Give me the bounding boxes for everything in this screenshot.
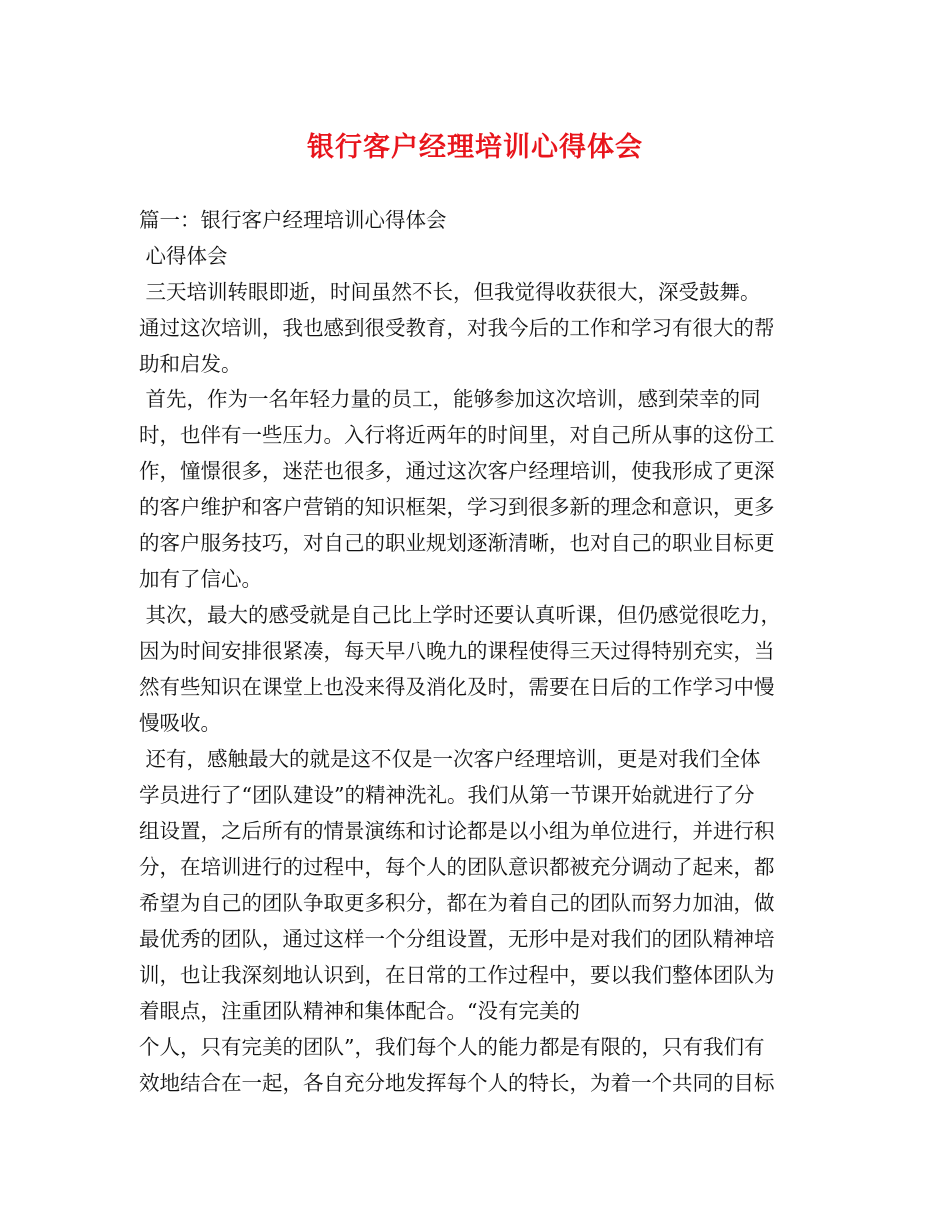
paragraph-line: 慢吸收。 (139, 711, 221, 735)
paragraph-line: 效地结合在一起，各自充分地发挥每个人的特长，为着一个共同的目标 (139, 1071, 775, 1095)
document-title: 银行客户经理培训心得体会 (307, 132, 643, 163)
subheading: 心得体会 (139, 244, 228, 268)
paragraph-line: 加有了信心。 (139, 567, 262, 591)
paragraph-line: 作，憧憬很多，迷茫也很多，通过这次客户经理培训，使我形成了更深 (139, 459, 775, 483)
paragraph-line: 组设置，之后所有的情景演练和讨论都是以小组为单位进行，并进行积 (139, 819, 775, 843)
paragraph-line: 个人，只有完美的团队”，我们每个人的能力都是有限的，只有我们有 (139, 1035, 765, 1059)
paragraph-line: 着眼点，注重团队精神和集体配合。“没有完美的 (139, 999, 580, 1023)
paragraph-line: 助和启发。 (139, 352, 242, 376)
paragraph-line: 三天培训转眼即逝，时间虽然不长，但我觉得收获很大，深受鼓舞。 (139, 280, 761, 304)
paragraph-line: 其次，最大的感受就是自己比上学时还要认真听课，但仍感觉很吃力， (139, 603, 782, 627)
paragraph-line: 的客户维护和客户营销的知识框架，学习到很多新的理念和意识，更多 (139, 495, 775, 519)
paragraph-line: 因为时间安排很紧凑，每天早八晚九的课程使得三天过得特别充实，当 (139, 639, 775, 663)
paragraph-line: 通过这次培训，我也感到很受教育，对我今后的工作和学习有很大的帮 (139, 316, 775, 340)
section-heading: 篇一：银行客户经理培训心得体会 (139, 208, 447, 232)
paragraph-line: 希望为自己的团队争取更多积分，都在为着自己的团队而努力加油，做 (139, 891, 775, 915)
paragraph-line: 最优秀的团队，通过这样一个分组设置，无形中是对我们的团队精神培 (139, 927, 775, 951)
paragraph-line: 然有些知识在课堂上也没来得及消化及时，需要在日后的工作学习中慢 (139, 675, 775, 699)
paragraph-line: 训，也让我深刻地认识到，在日常的工作过程中，要以我们整体团队为 (139, 963, 775, 987)
paragraph-line: 还有，感触最大的就是这不仅是一次客户经理培训，更是对我们全体 (139, 747, 761, 771)
paragraph-line: 时，也伴有一些压力。入行将近两年的时间里，对自己所从事的这份工 (139, 423, 775, 447)
paragraph-line: 首先，作为一名年轻力量的员工，能够参加这次培训，感到荣幸的同 (139, 387, 761, 411)
paragraph-line: 分，在培训进行的过程中，每个人的团队意识都被充分调动了起来，都 (139, 855, 775, 879)
paragraph-line: 的客户服务技巧，对自己的职业规划逐渐清晰，也对自己的职业目标更 (139, 531, 775, 555)
paragraph-line: 学员进行了“团队建设”的精神洗礼。我们从第一节课开始就进行了分 (139, 783, 755, 807)
